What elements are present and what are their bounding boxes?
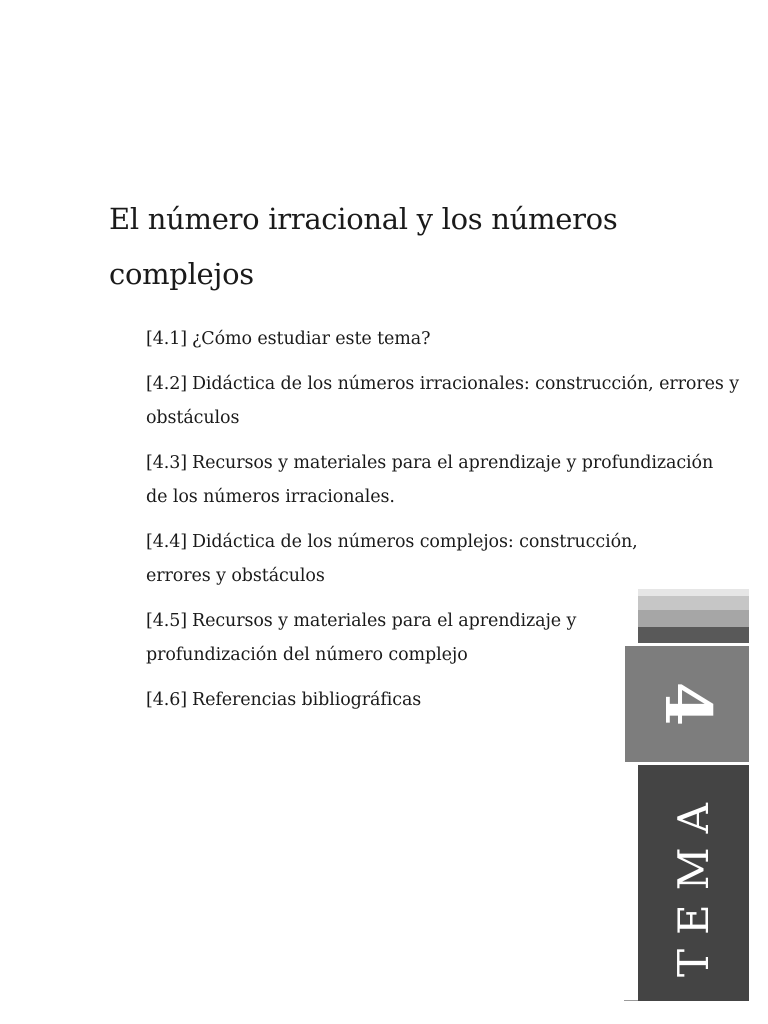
divider	[624, 1000, 638, 1001]
toc-item-text: Referencias bibliográficas	[192, 690, 422, 710]
toc-item-number: [4.2]	[146, 374, 187, 394]
toc-item-text: ¿Cómo estudiar este tema?	[192, 329, 431, 349]
toc-item-4-2	[146, 367, 750, 435]
chapter-label: TEMA	[668, 788, 718, 978]
toc-item-number: [4.4]	[146, 532, 187, 552]
toc-item-text: Didáctica de los números complejos: construcción, errores y obstáculos	[146, 532, 638, 586]
chapter-title: El número irracional y los números complejos	[109, 202, 618, 291]
toc-item-number: [4.6]	[146, 690, 187, 710]
toc-item-4-1	[146, 322, 750, 356]
toc-item-number: [4.5]	[146, 611, 187, 631]
chapter-number-tab	[625, 646, 749, 762]
chapter-number: 4	[650, 681, 725, 727]
decorative-stripe	[638, 596, 749, 610]
decorative-stripe	[638, 589, 749, 596]
decorative-stripe	[638, 610, 749, 627]
toc-item-number: [4.3]	[146, 453, 187, 473]
toc-item-text: Recursos y materiales para el aprendizaje y profundización de los números irracionales.	[146, 453, 714, 507]
toc-item-4-4	[146, 525, 666, 593]
chapter-label-tab	[638, 765, 749, 1001]
toc-item-4-6	[146, 683, 606, 717]
toc-item-4-3	[146, 446, 736, 514]
toc-item-4-5	[146, 604, 606, 672]
toc-item-text: Didáctica de los números irracionales: construcción, errores y obstáculos	[146, 374, 739, 428]
toc-item-number: [4.1]	[146, 329, 187, 349]
decorative-stripe	[638, 627, 749, 643]
toc-item-text: Recursos y materiales para el aprendizaje y profundización del número complejo	[146, 611, 577, 665]
